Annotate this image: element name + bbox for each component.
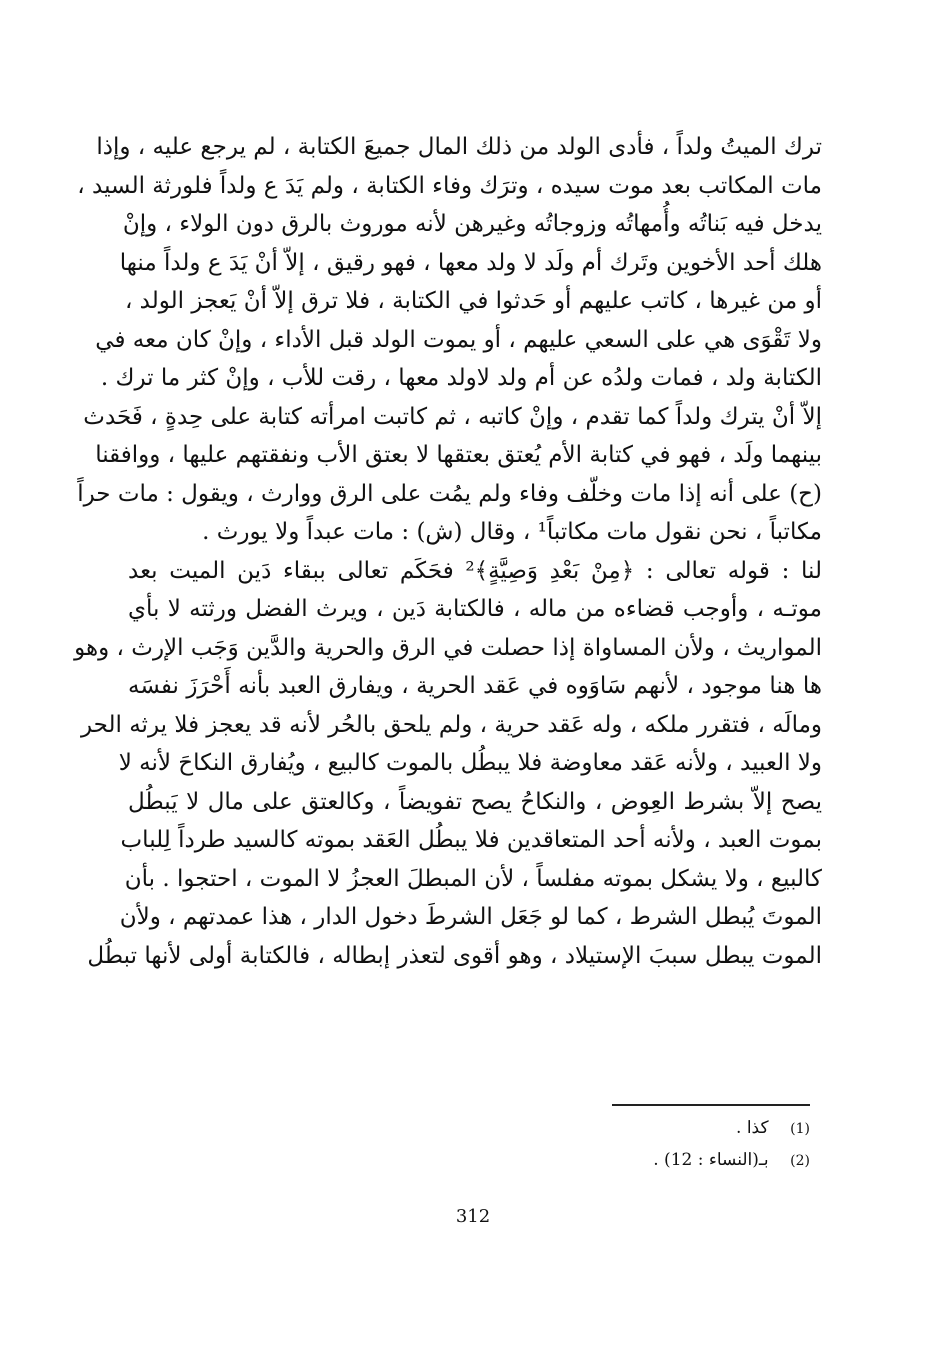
text-line: الكتابة ولد ، فمات ولدُه عن أم ولد لاولد معها ، رقت للأب ، وإنْ كثر ما ترك . — [100, 365, 822, 391]
main-text — [74, 128, 822, 975]
text-line: الموت يبطل سببَ الإستيلاد ، وهو أقوى لتعذر إبطاله ، فالكتابة أولى لأنها تبطُل — [87, 942, 822, 969]
text-line: أو من غيرها ، كاتب عليهم أو حَدثوا في الكتابة ، فلا ترق إلاّ أنْ يَعجز الولد ، — [124, 288, 822, 314]
text-line: إلاّ أنْ يترك ولداً كما تقدم ، وإنْ كاتبه ، ثم كاتبت امرأته كتابة على حِدةٍ ، فَحَدث — [83, 403, 822, 430]
text-line: (ح) على أنه إذا مات وخلّف وفاء ولم يمُت على الرق ووارث ، ويقول : مات حراً — [77, 480, 822, 507]
text-line: المواريث ، ولأن المساواة إذا حصلت في الرق والحرية والدَّين وَجَب الإرث ، وهو — [74, 634, 822, 661]
text-line: الموتَ يُبطل الشرط ، كما لو جَعَل الشرطَ دخول الدار ، هذا عمدتهم ، ولأن — [119, 904, 822, 930]
text-line: مكاتباً ، نحن نقول مات مكاتباً¹ ، وقال (ش) : مات عبداً ولا يورث . — [202, 519, 822, 545]
page-number: 312 — [455, 1206, 491, 1227]
footnote-text: بـ(النساء : 12) . — [653, 1150, 769, 1170]
footnote-text: كذا . — [736, 1118, 769, 1138]
text-line: هلك أحد الأخوين وتَرك أم ولَد لا ولد معها ، فهو رقيق ، إلاّ أنْ يَدَ ع ولداً منها — [119, 249, 822, 276]
footnote-number: (1) — [790, 1121, 810, 1137]
text-line: ومالَه ، فتقرر ملكه ، وله عَقد حرية ، ولم يلحق بالحُر لأنه قد يعجز فلا يرثه الحر — [80, 711, 822, 738]
text-line: لنا : قوله تعالى : ﴿مِنْ بَعْدِ وَصِيَّةٍ﴾² فحَكَم تعالى ببقاء دَين الميت بعد — [128, 557, 822, 584]
text-line: يدخل فيه بَناتُه وأُمهاتُه وزوجاتُه وغيرهن لأنه موروث بالرق دون الولاء ، وإنْ — [122, 211, 822, 237]
footnote — [560, 1112, 810, 1144]
footnote-number: (2) — [790, 1153, 810, 1169]
text-line: بموت العبد ، ولأنه أحد المتعاقدين فلا يبطُل العَقد بموته كالسيد طرداً لِلباب — [120, 827, 822, 853]
text-line: بينهما ولَد ، فهو في كتابة الأم يُعتق بعتقها لا بعتق الأب ونفقتهم عليها ، ووافقنا — [95, 442, 822, 468]
text-line: مات المكاتب بعد موت سيده ، وترَك وفاء الكتابة ، ولم يَدَ ع ولداً فلورثة السيد ، — [77, 172, 822, 199]
footnote-divider — [612, 1104, 810, 1106]
text-line: ولا العبيد ، ولأنه عَقد معاوضة فلا يبطُل بالموت كالبيع ، ويُفارق النكاحَ لأنه لا — [118, 750, 822, 776]
text-line: يصح إلاّ بشرط العِوض ، والنكاحُ يصح تفويضاً ، وكالعتق على مال لا يَبطُل — [128, 788, 822, 815]
text-line: كالبيع ، ولا يشكل بموته مفلساً ، لأن المبطلَ العجزُ لا الموت ، احتجوا . بأن — [124, 865, 822, 892]
footnote — [560, 1144, 810, 1176]
footnotes — [560, 1112, 810, 1176]
text-line: ولا تَقْوَى هي على السعي عليهم ، أو يموت الولد قبل الأداء ، وإنْ كان معه في — [95, 326, 822, 353]
text-line: ترك الميتُ ولداً ، فأدى الولد من ذلك المال جميعَ الكتابة ، لم يرجع عليه ، وإذا — [96, 134, 822, 160]
text-line: ها هنا موجود ، لأنهم سَاوَوه في عَقد الحرية ، ويفارق العبد بأنه أَحْرَزَ نفسَه — [128, 673, 822, 699]
text-line: موتـه ، وأوجب قضاءه من ماله ، فالكتابة دَين ، ويرث الفضل ورثته لا بأي — [128, 596, 822, 622]
